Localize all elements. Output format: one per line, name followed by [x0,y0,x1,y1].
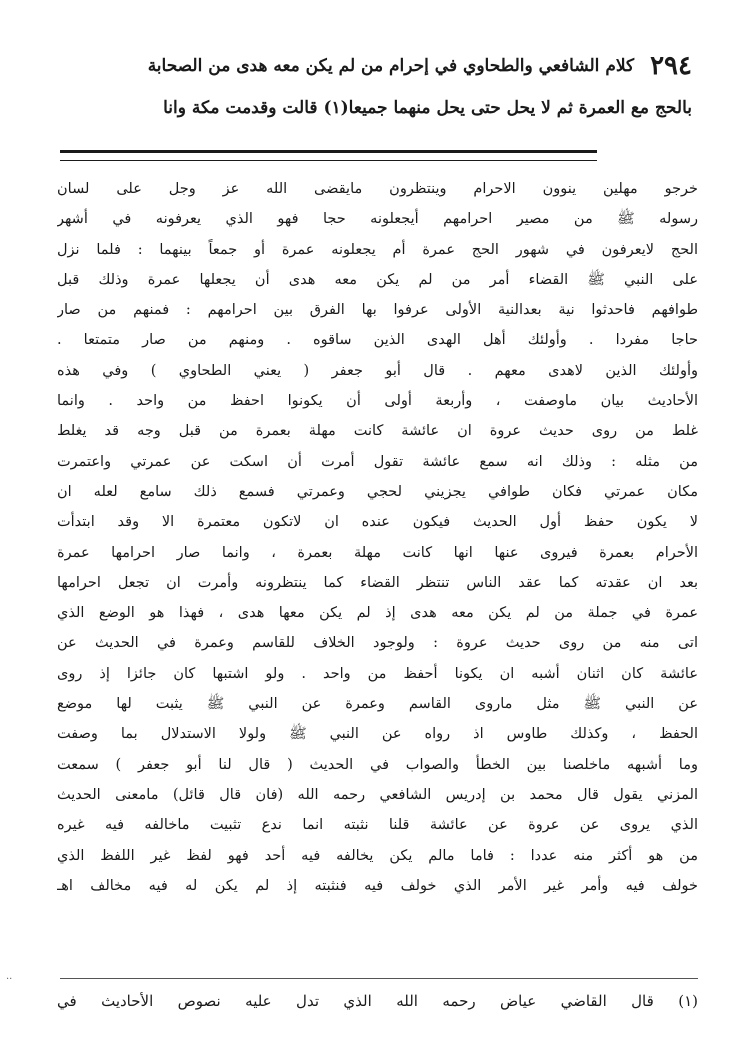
text-line: الحفظ ، وكذلك طاوس اذ رواه عن النبي ﷺ ولولا الاستدلال بما وصفت [57,726,698,743]
header-rule-thick [60,150,597,153]
text-line: الأحرام بعمرة فيروى عنها انها كانت مهلة بعمرة ، وانما صار احرامها عمرة [57,544,698,561]
text-line: لا يكون حفظ أول الحديث فيكون عنده ان لاتكون معتمرة الا وقد ابتدأت [57,514,698,531]
margin-mark: ·· [6,974,13,985]
text-line: بعد ان عقدته كما عقد الناس تنتظر القضاء كما ينتظرونه وأمرت ان تجعل احرامها [57,574,698,591]
page-header [52,46,692,86]
footnote: (١) قال القاضي عياض رحمه الله الذي تدل عليه نصوص الأحاديث في [57,992,698,1010]
text-line: خولف فيه وأمر غير الأمر الذي خولف فيه فنثبته إذ لم يكن له فيه مخالف اهـ [57,877,698,894]
text-line: عن النبي ﷺ مثل ماروى القاسم وعمرة عن النبي ﷺ يثبت لها موضع [57,696,698,713]
main-text-block [57,174,698,901]
text-line: على النبي ﷺ القضاء أمر من لم يكن معه هدى أن يجعلها عمرة وذلك قبل [57,271,698,288]
text-line: حاجا مفردا . وأولئك أهل الهدى الذين ساقوه . ومنهم من صار متمتعا . [57,332,698,349]
text-line: من هو أكثر منه عددا : فاما مالم يكن يخالفه فيه أحد فهو لفظ غير اللفظ الذي [57,847,698,864]
text-line: الحج لايعرفون في شهور الحج عمرة أم يجعلونه عمرة أو جمعاً بينهما : فلما نزل [57,241,698,258]
text-line: مكان عمرتي فكان طوافي يجزيني لحجي وعمرتي فسمع ذلك سامع لعله ان [57,483,698,500]
text-line: الذي يروى عن عروة عن عائشة قلنا نثبته انما ندع تثبيت ماخالفه فيه غيره [57,817,698,834]
header-continuation-line: بالحج مع العمرة ثم لا يحل حتى يحل منهما جميعا(١) قالت وقدمت مكة وانا [163,98,692,118]
text-line: رسوله ﷺ من مصير احرامهم أيجعلونه حجا فهو الذي يعرفونه في أشهر [57,211,698,228]
text-line: غلط من روى حديث عروة ان عائشة كانت مهلة بعمرة من قبل وجه قد يغلط [57,423,698,440]
running-title: كلام الشافعي والطحاوي في إحرام من لم يكن معه هدى من الصحابة [147,56,635,76]
text-line: خرجو مهلين ينوون الاحرام وينتظرون مايقضى الله عز وجل على لسان [57,181,698,197]
text-line: من مثله : وذلك انه سمع عائشة تقول أمرت أن اسكت عن عمرتي واعتمرت [57,453,698,470]
footnote-rule [60,978,698,979]
text-line: المزني يقول قال محمد بن إدريس الشافعي رحمه الله (فان قال قائل) مامعنى الحديث [57,786,698,803]
text-line: وما أشبهه ماخلصنا بين الخطأ والصواب في الحديث ( قال لنا أبو جعفر ) سمعت [57,756,698,773]
text-line: اتى منه من روى حديث عروة : ولوجود الخلاف للقاسم وعمرة في الحديث عن [57,635,698,652]
text-line: طوافهم فاحدثوا نية بعدالنية الأولى عرفوا بها الفرق بين احرامهم : فمنهم من صار [57,302,698,319]
text-line: وأولئك الذين لاهدى معهم . قال أبو جعفر ( يعني الطحاوي ) وفي هذه [57,362,698,379]
header-rule-thin [60,160,597,161]
page-number: ٢٩٤ [650,51,692,81]
text-line: الأحاديث بيان ماوصفت ، وأربعة أولى أن يكونوا احفظ من واحد . وانما [57,393,698,410]
text-line: عائشة كان اثنان أشبه ان يكونا أحفظ من واحد . ولو اشتبها كان جائزا إذ روى [57,665,698,682]
text-line: عمرة في جملة من لم يكن معه هدى إذ لم يكن معها هدى ، فهذا هو الوضع الذي [57,605,698,622]
